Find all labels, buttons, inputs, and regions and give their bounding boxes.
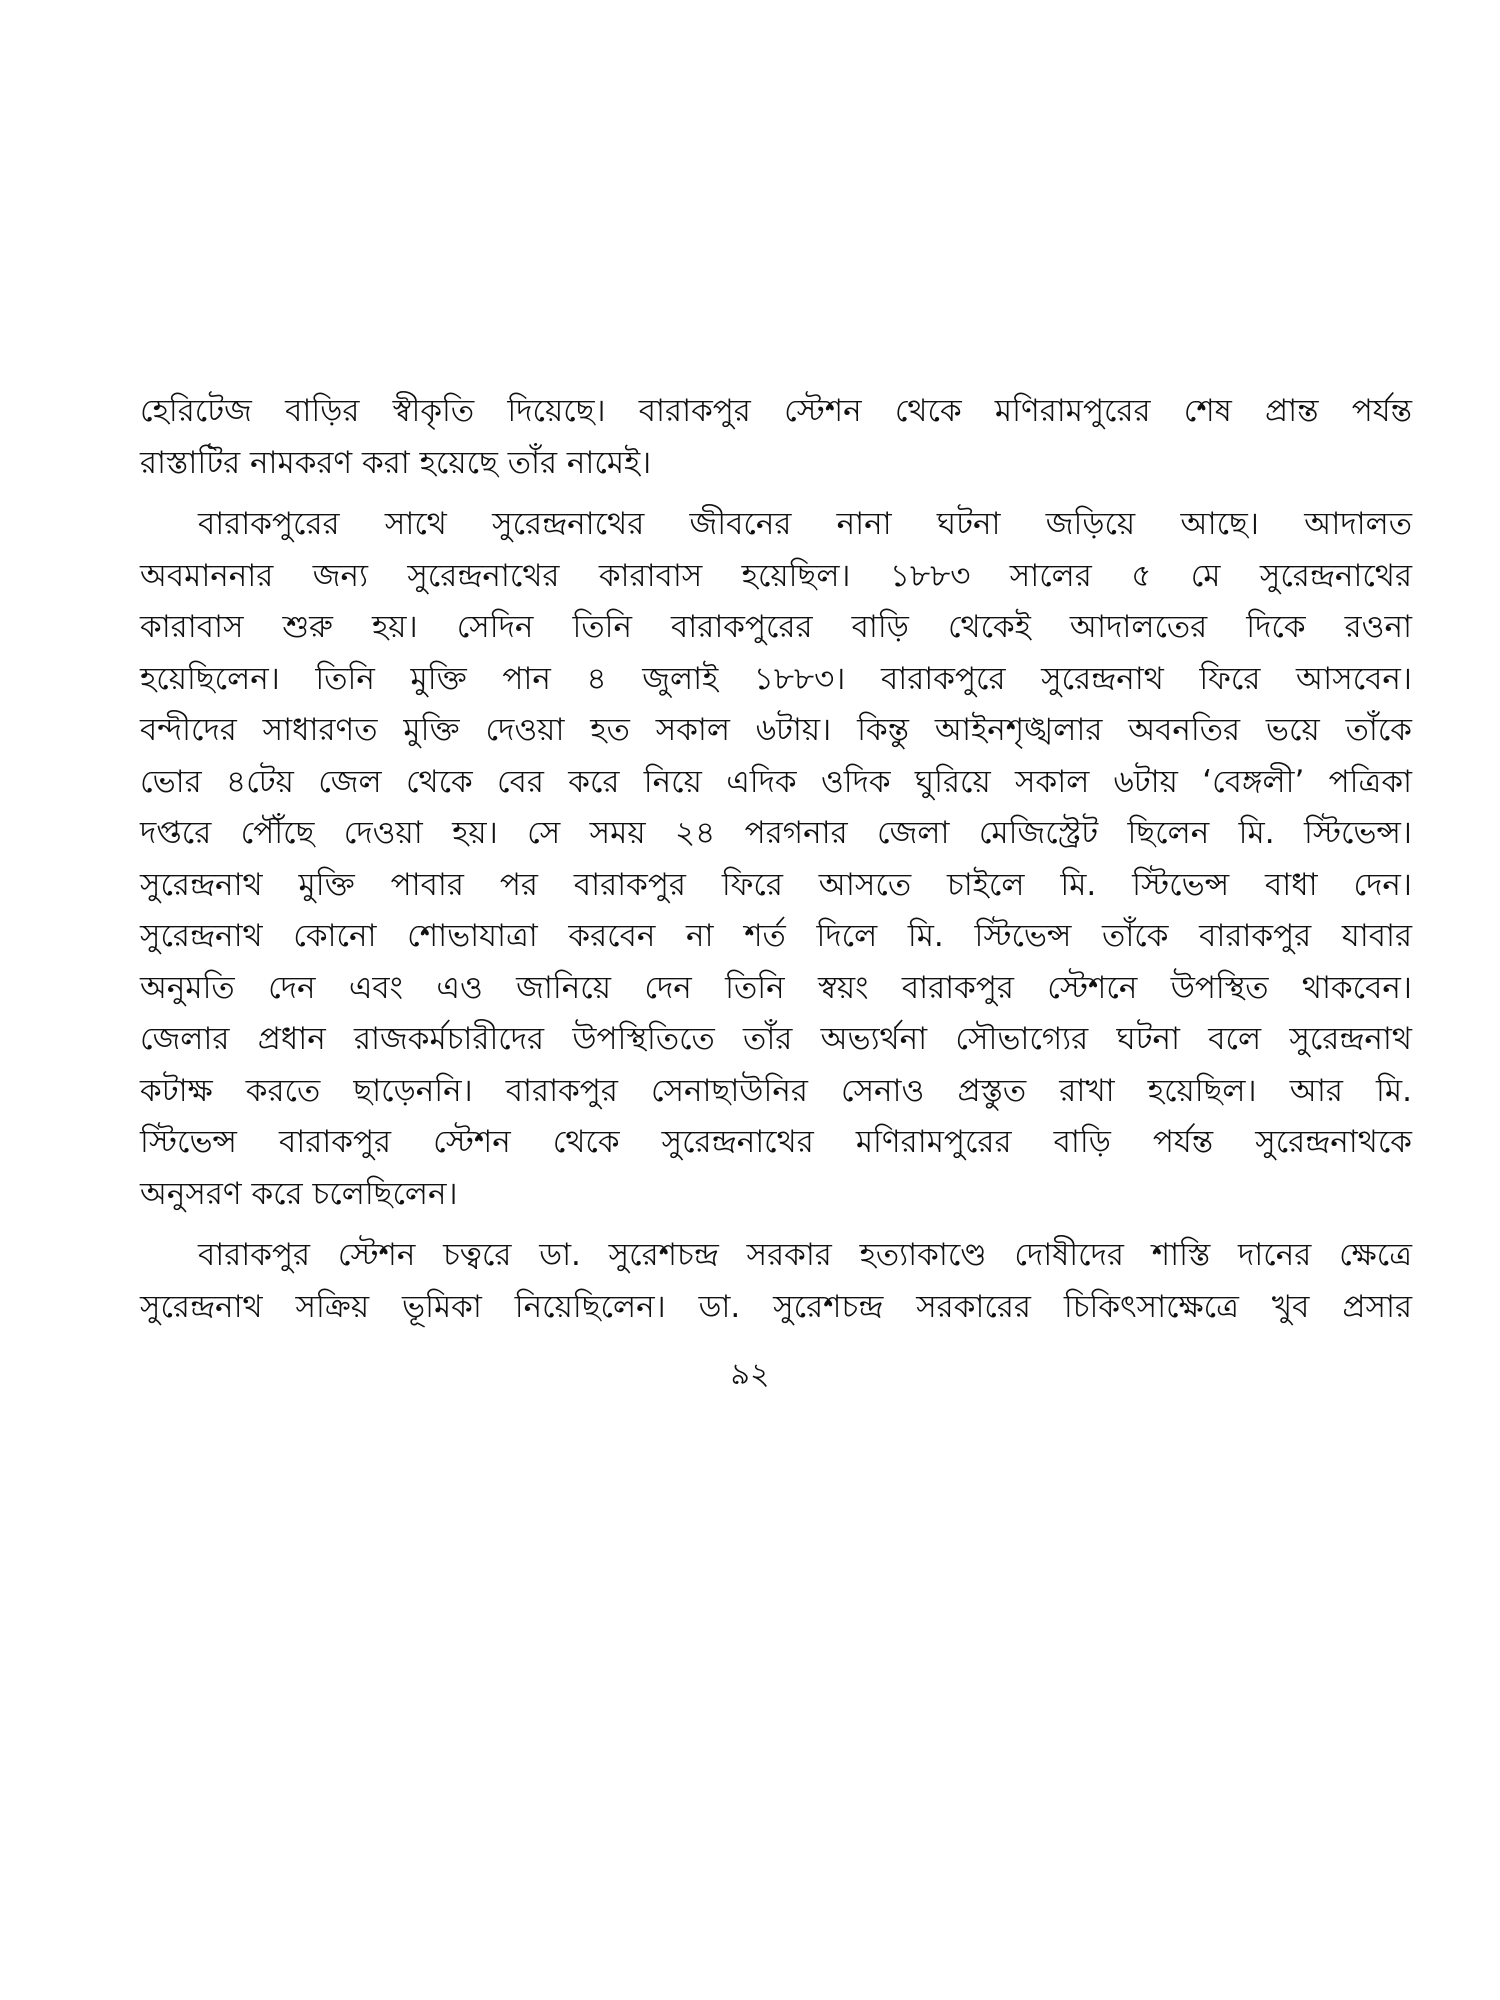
text-line: দপ্তরে পৌঁছে দেওয়া হয়। সে সময় ২৪ পরগনার জেলা মেজিস্ট্রেট ছিলেন মি. স্টিভেন্স। — [140, 815, 1412, 851]
text-line: রাস্তাটির নামকরণ করা হয়েছে তাঁর নামেই। — [140, 444, 652, 481]
text-line: জেলার প্রধান রাজকর্মচারীদের উপস্থিতিতে তাঁর অভ্যর্থনা সৌভাগ্যের ঘটনা বলে সুরেন্দ্রনাথ — [140, 1021, 1412, 1057]
text-line: কটাক্ষ করতে ছাড়েননি। বারাকপুর সেনাছাউনির সেনাও প্রস্তুত রাখা হয়েছিল। আর মি. — [140, 1072, 1412, 1109]
paragraph — [140, 386, 1412, 489]
text-line: অনুমতি দেন এবং এও জানিয়ে দেন তিনি স্বয়ং বারাকপুর স্টেশনে উপস্থিত থাকবেন। — [140, 969, 1412, 1006]
text-line: সুরেন্দ্রনাথ মুক্তি পাবার পর বারাকপুর ফিরে আসতে চাইলে মি. স্টিভেন্স বাধা দেন। — [140, 866, 1412, 903]
text-line: হয়েছিলেন। তিনি মুক্তি পান ৪ জুলাই ১৮৮৩। বারাকপুরে সুরেন্দ্রনাথ ফিরে আসবেন। — [140, 660, 1412, 697]
paragraph — [140, 499, 1412, 1220]
text-line: সুরেন্দ্রনাথ সক্রিয় ভূমিকা নিয়েছিলেন। ডা. সুরেশচন্দ্র সরকারের চিকিৎসাক্ষেত্রে খুব প্রসার — [140, 1288, 1412, 1325]
text-line: বন্দীদের সাধারণত মুক্তি দেওয়া হত সকাল ৬টায়। কিন্তু আইনশৃঙ্খলার অবনতির ভয়ে তাঁকে — [140, 712, 1412, 748]
text-line: বারাকপুর স্টেশন চত্বরে ডা. সুরেশচন্দ্র সরকার হত্যাকাণ্ডে দোষীদের শাস্তি দানের ক্ষেত্রে — [198, 1237, 1412, 1273]
paragraph — [140, 1230, 1412, 1333]
text-line: অবমাননার জন্য সুরেন্দ্রনাথের কারাবাস হয়েছিল। ১৮৮৩ সালের ৫ মে সুরেন্দ্রনাথের — [140, 557, 1412, 594]
text-line: কারাবাস শুরু হয়। সেদিন তিনি বারাকপুরের বাড়ি থেকেই আদালতের দিকে রওনা — [140, 609, 1412, 645]
body-text — [140, 386, 1412, 1333]
text-line: সুরেন্দ্রনাথ কোনো শোভাযাত্রা করবেন না শর্ত দিলে মি. স্টিভেন্স তাঁকে বারাকপুর যাবার — [140, 918, 1412, 954]
text-line: ভোর ৪টেয় জেল থেকে বের করে নিয়ে এদিক ওদিক ঘুরিয়ে সকাল ৬টায় ‘বেঙ্গলী’ পত্রিকা — [140, 763, 1412, 800]
page-number: ৯২ — [730, 1357, 770, 1392]
text-line: স্টিভেন্স বারাকপুর স্টেশন থেকে সুরেন্দ্রনাথের মণিরামপুরের বাড়ি পর্যন্ত সুরেন্দ্রনাথকে — [140, 1124, 1412, 1160]
text-line: বারাকপুরের সাথে সুরেন্দ্রনাথের জীবনের নানা ঘটনা জড়িয়ে আছে। আদালত — [198, 506, 1412, 542]
text-line: অনুসরণ করে চলেছিলেন। — [140, 1175, 458, 1212]
text-line: হেরিটেজ বাড়ির স্বীকৃতি দিয়েছে। বারাকপুর স্টেশন থেকে মণিরামপুরের শেষ প্রান্ত পর্যন্ত — [140, 393, 1412, 429]
